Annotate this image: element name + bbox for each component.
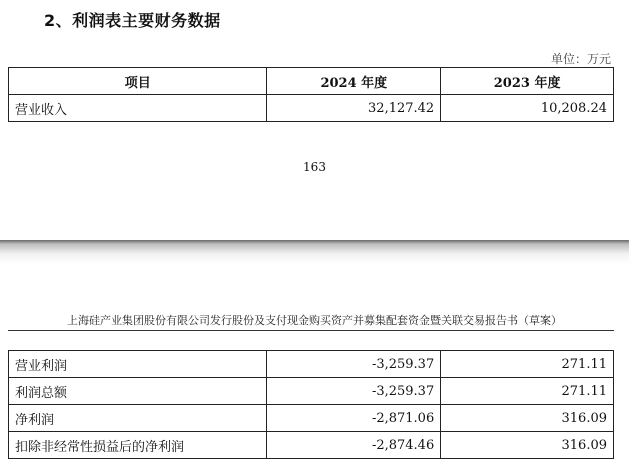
value-2023: 271.11: [441, 378, 614, 405]
income-table-page1: [8, 67, 614, 122]
table-row: [9, 405, 614, 432]
header-rule: [8, 330, 614, 331]
value-2023: 10,208.24: [441, 95, 614, 122]
value-2024: -3,259.37: [267, 351, 441, 378]
table-row: [9, 378, 614, 405]
income-table-page2: [8, 350, 614, 459]
value-2023: 316.09: [441, 405, 614, 432]
row-label: 扣除非经常性损益后的净利润: [9, 432, 267, 459]
page-number: 163: [303, 160, 326, 174]
header-2024: 2024 年度: [267, 68, 441, 95]
value-2024: -3,259.37: [267, 378, 441, 405]
row-label: 净利润: [9, 405, 267, 432]
row-label: 营业收入: [9, 95, 267, 122]
value-2024: -2,874.46: [267, 432, 441, 459]
value-2024: -2,871.06: [267, 405, 441, 432]
document-running-header: 上海硅产业集团股份有限公司发行股份及支付现金购买资产并募集配套资金暨关联交易报告书（草案）: [67, 314, 562, 327]
section-title: 2、利润表主要财务数据: [44, 11, 221, 30]
value-2023: 316.09: [441, 432, 614, 459]
row-label: 营业利润: [9, 351, 267, 378]
value-2024: 32,127.42: [267, 95, 441, 122]
table-row: [9, 351, 614, 378]
header-2023: 2023 年度: [441, 68, 614, 95]
table-row: [9, 432, 614, 459]
unit-label: 单位：万元: [550, 52, 611, 66]
table-row: [9, 95, 614, 122]
value-2023: 271.11: [441, 351, 614, 378]
page-break-shadow: [0, 240, 629, 295]
row-label: 利润总额: [9, 378, 267, 405]
header-item: 项目: [9, 68, 267, 95]
table-header-row: [9, 68, 614, 95]
